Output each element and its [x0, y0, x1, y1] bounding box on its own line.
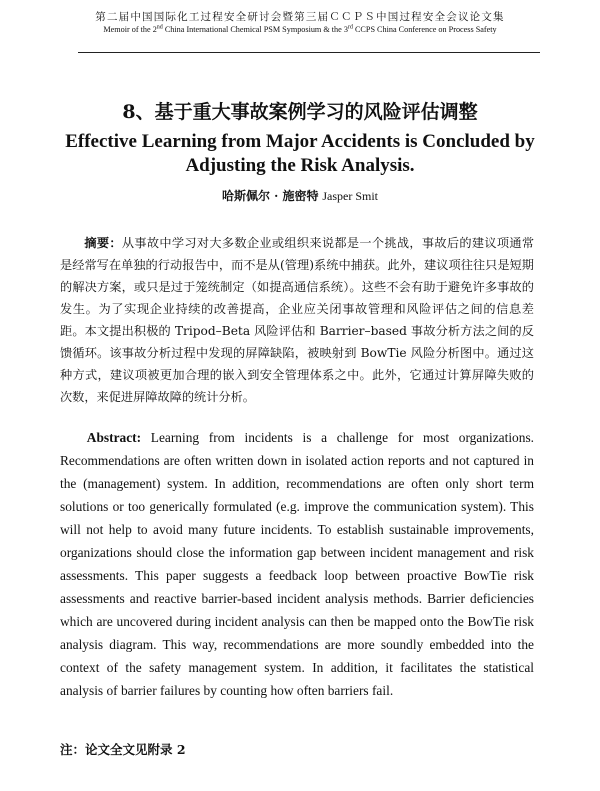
- header-english-sup2: rd: [347, 24, 353, 31]
- title-chinese: 8、基于重大事故案例学习的风险评估调整: [122, 101, 478, 123]
- abstract-english-label: Abstract:: [86, 430, 142, 445]
- abstract-english: [60, 426, 534, 702]
- author-english: Jasper Smit: [322, 189, 379, 203]
- header-english: [40, 24, 560, 35]
- abstract-chinese-text: 从事故中学习对大多数企业或组织来说都是一个挑战，事故后的建议项通常是经常写在单独的行动报告中，而不是从(管理)系统中捕获。此外，建议项往往只是短期的解决方案，或只是过于笼统制定（如提高通信系统）。这些不会有助于避免许多事故的发生。为了实现企业持续的改善提高，企业应关闭事故管理和风险评估之间的信息差距。本文提出积极的 Tripod–Beta 风险评估和 Barrier–based 事故分析方法之间的反馈循环。该事故分析过程中发现的屏障缺陷，被映射到 BowTie 风险分析图中。通过这种方式，建议项被更加合理的嵌入到安全管理体系之中。此外，它通过计算屏障失败的次数，来促进屏障故障的统计分析。: [60, 236, 535, 404]
- running-header: [40, 10, 560, 35]
- header-english-part3: CCPS China Conference on Process Safety: [352, 25, 497, 34]
- author-chinese: 哈斯佩尔 · 施密特: [221, 189, 319, 203]
- title-english: Effective Learning from Major Accidents is Concluded by Adjusting the Risk Analysis.: [65, 131, 535, 176]
- abstract-chinese: [60, 232, 534, 408]
- author-line: [40, 188, 560, 204]
- abstract-english-text: Learning from incidents is a challenge for most organizations. Recommendations are often written down in isolated action reports and not captured in the (management) system. In addition, recommendations are often only short term solutions or too generically formulated (e.g. improve the communication system). This will not help to avoid many future incidents. To establish sustainable improvements, organizations should close the information gap between incident management and risk assessments. This paper suggests a feedback loop between proactive BowTie risk assessments and reactive barrier-based incident analysis methods. Barrier deficiencies which are uncovered during incident analysis can then be mapped onto the BowTie risk analysis diagram. This way, recommendations are more soundly embedded into the context of the safety management system. In addition, it facilitates the statistical analysis of barrier failures by counting how often barriers fail.: [60, 430, 534, 698]
- footnote: 注：论文全文见附录 2: [60, 742, 186, 757]
- header-english-sup1: nd: [156, 24, 163, 31]
- header-english-part2: China International Chemical PSM Symposium & the 3: [162, 25, 348, 34]
- abstract-chinese-label: 摘要：: [84, 236, 122, 250]
- header-english-part1: Memoir of the 2: [103, 25, 157, 34]
- header-rule: [78, 52, 540, 53]
- header-chinese: 第二届中国国际化工过程安全研讨会暨第三届ＣＣＰＳ中国过程安全会议论文集: [95, 11, 505, 23]
